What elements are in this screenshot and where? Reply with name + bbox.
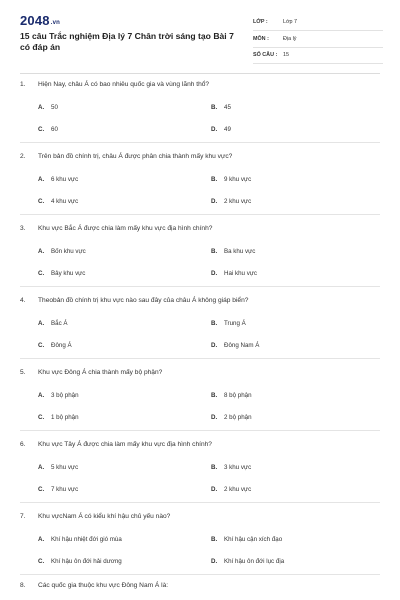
option-letter: B. — [211, 176, 218, 183]
question-number: 5. — [20, 369, 26, 376]
question-number: 8. — [20, 582, 26, 589]
question-text: Khu vực Tây Á được chia làm mấy khu vực địa hình chính? — [38, 441, 212, 448]
option-text: 4 khu vực — [51, 198, 79, 205]
option-c[interactable] — [38, 558, 122, 565]
option-text: Bảy khu vực — [51, 270, 86, 277]
option-letter: D. — [211, 198, 218, 205]
option-b[interactable] — [211, 176, 251, 183]
option-d[interactable] — [211, 270, 257, 277]
question-text: Khu vựcNam Á có kiểu khí hậu chủ yếu nào? — [38, 513, 171, 520]
option-text: 50 — [51, 104, 58, 111]
option-text: 2 khu vực — [224, 198, 252, 205]
question-text: Trên bản đồ chính trị, châu Á được phân chia thành mấy khu vực? — [38, 153, 233, 160]
option-letter: C. — [38, 198, 45, 205]
option-text: 2 bộ phận — [224, 414, 252, 421]
option-letter: D. — [211, 558, 218, 565]
option-b[interactable] — [211, 248, 255, 255]
option-c[interactable] — [38, 342, 72, 349]
option-letter: C. — [38, 342, 45, 349]
option-d[interactable] — [211, 342, 259, 349]
question-number: 2. — [20, 153, 26, 160]
option-letter: D. — [211, 414, 218, 421]
question-divider — [20, 286, 380, 287]
question-divider — [20, 430, 380, 431]
meta-key: SỐ CÂU : — [253, 52, 278, 58]
option-d[interactable] — [211, 486, 251, 493]
option-letter: C. — [38, 558, 45, 565]
question-number: 7. — [20, 513, 26, 520]
option-letter: D. — [211, 486, 218, 493]
option-a[interactable] — [38, 176, 78, 183]
option-letter: B. — [211, 464, 218, 471]
question-number: 1. — [20, 81, 26, 88]
logo-number: 2048 — [20, 13, 50, 28]
question-text: Các quốc gia thuộc khu vực Đông Nam Á là: — [38, 582, 169, 589]
question-text: Theobản đồ chính trị khu vực nào sau đây của châu Á không giáp biển? — [38, 297, 249, 304]
meta-key: MÔN : — [253, 35, 269, 42]
option-text: Đông Nam Á — [224, 342, 260, 349]
option-a[interactable] — [38, 392, 79, 399]
option-text: Bốn khu vực — [51, 248, 86, 255]
question-divider — [20, 502, 380, 503]
logo-suffix: .vn — [50, 20, 61, 26]
option-letter: A. — [38, 248, 45, 255]
option-text: Khí hậu ôn đới hải dương — [51, 558, 122, 565]
option-letter: C. — [38, 270, 45, 277]
option-text: 49 — [224, 126, 231, 133]
option-a[interactable] — [38, 248, 86, 255]
option-letter: A. — [38, 392, 45, 399]
option-b[interactable] — [211, 392, 252, 399]
option-letter: B. — [211, 248, 218, 255]
option-text: Bắc Á — [51, 320, 68, 327]
meta-value: Lớp 7 — [283, 19, 298, 25]
question-text: Khu vực Đông Á chia thành mấy bộ phận? — [38, 369, 163, 376]
option-letter: C. — [38, 414, 45, 421]
option-text: 7 khu vực — [51, 486, 79, 493]
option-text: 1 bộ phận — [51, 414, 79, 421]
option-text: Khí hậu nhiệt đới gió mùa — [51, 536, 122, 543]
option-text: 2 khu vực — [224, 486, 252, 493]
option-letter: A. — [38, 176, 45, 183]
option-letter: D. — [211, 342, 218, 349]
question-divider — [20, 142, 380, 143]
question-number: 3. — [20, 225, 26, 232]
meta-value: Địa lý — [283, 35, 297, 42]
question-divider — [20, 214, 380, 215]
option-letter: D. — [211, 270, 218, 277]
option-text: 5 khu vực — [51, 464, 79, 471]
option-d[interactable] — [211, 126, 231, 133]
option-letter: A. — [38, 104, 45, 111]
option-b[interactable] — [211, 320, 246, 327]
option-c[interactable] — [38, 486, 78, 493]
option-d[interactable] — [211, 558, 284, 565]
option-letter: B. — [211, 320, 218, 327]
question-divider — [20, 358, 380, 359]
question-number: 4. — [20, 297, 26, 304]
meta-key: LỚP : — [253, 19, 268, 25]
option-text: 60 — [51, 126, 58, 133]
question-text: Khu vực Bắc Á được chia làm mấy khu vực địa hình chính? — [38, 225, 213, 232]
option-text: 45 — [224, 104, 231, 111]
option-letter: C. — [38, 486, 45, 493]
option-c[interactable] — [38, 270, 85, 277]
option-text: Trung Á — [224, 320, 246, 327]
option-text: 9 khu vực — [224, 176, 252, 183]
option-letter: A. — [38, 536, 45, 543]
option-text: Khí hậu ôn đới lục địa — [224, 558, 285, 565]
option-text: Hai khu vực — [224, 270, 258, 277]
option-c[interactable] — [38, 198, 78, 205]
option-text: 3 bộ phận — [51, 392, 79, 399]
option-b[interactable] — [211, 464, 251, 471]
question-text: Hiện Nay, châu Á có bao nhiêu quốc gia và vùng lãnh thổ? — [38, 81, 210, 88]
option-letter: A. — [38, 464, 45, 471]
meta-value: 15 — [283, 52, 289, 58]
option-letter: B. — [211, 536, 218, 543]
option-a[interactable] — [38, 536, 122, 543]
option-letter: C. — [38, 126, 45, 133]
option-text: 6 khu vực — [51, 176, 79, 183]
option-letter: D. — [211, 126, 218, 133]
option-c[interactable] — [38, 126, 58, 133]
option-letter: B. — [211, 392, 218, 399]
option-d[interactable] — [211, 414, 252, 421]
option-letter: B. — [211, 104, 218, 111]
option-c[interactable] — [38, 414, 79, 421]
option-text: Ba khu vực — [224, 248, 256, 255]
option-a[interactable] — [38, 104, 58, 111]
document-title: 15 câu Trắc nghiệm Địa lý 7 Chân trời sáng tạo Bài 7 có đáp án — [20, 31, 234, 52]
option-text: Đông Á — [51, 342, 72, 349]
question-number: 6. — [20, 441, 26, 448]
option-b[interactable] — [211, 104, 231, 111]
question-divider — [20, 574, 380, 575]
option-b[interactable] — [211, 536, 282, 543]
option-text: 8 bộ phận — [224, 392, 252, 399]
option-letter: A. — [38, 320, 45, 327]
option-text: Khí hậu cận xích đạo — [224, 536, 283, 543]
option-d[interactable] — [211, 198, 251, 205]
option-a[interactable] — [38, 320, 68, 327]
option-text: 3 khu vực — [224, 464, 252, 471]
option-a[interactable] — [38, 464, 78, 471]
